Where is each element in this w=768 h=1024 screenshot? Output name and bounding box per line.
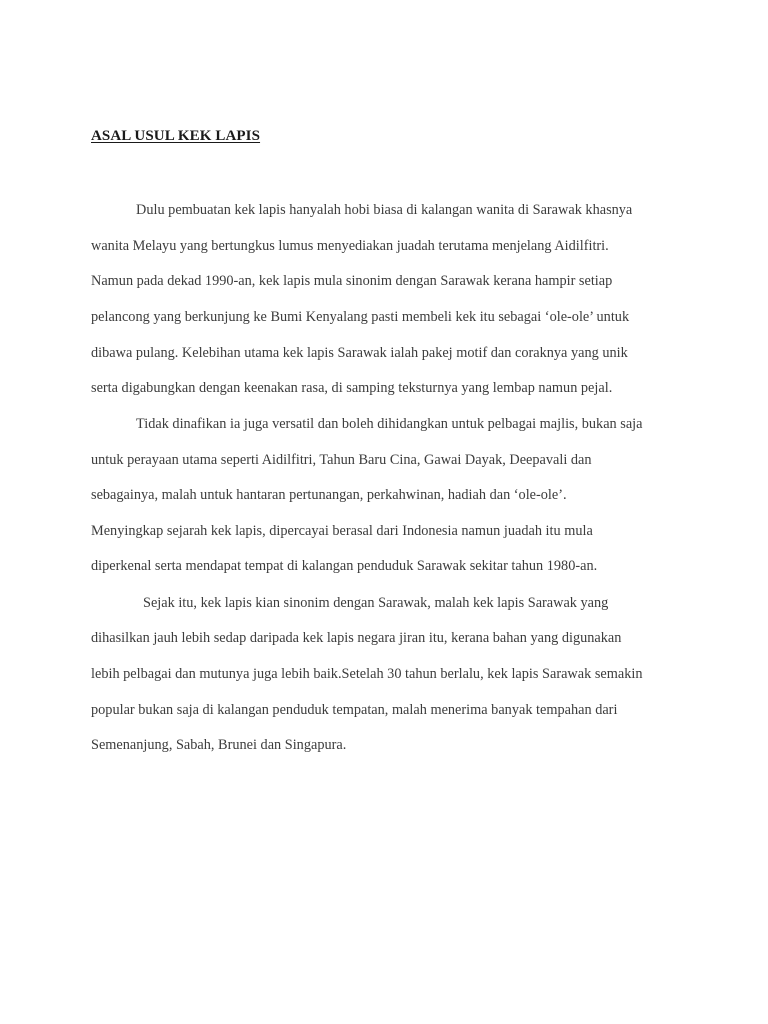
paragraph-line: pelancong yang berkunjung ke Bumi Kenyalang pasti membeli kek itu sebagai ‘ole-ole’ untuk <box>91 309 630 325</box>
paragraph-line: dihasilkan jauh lebih sedap daripada kek lapis negara jiran itu, kerana bahan yang digunakan <box>91 630 622 646</box>
paragraph-line: popular bukan saja di kalangan penduduk tempatan, malah menerima banyak tempahan dari <box>91 702 618 718</box>
paragraph-line: sebagainya, malah untuk hantaran pertunangan, perkahwinan, hadiah dan ‘ole-ole’. <box>91 487 567 503</box>
paragraph-line: Namun pada dekad 1990-an, kek lapis mula sinonim dengan Sarawak kerana hampir setiap <box>91 273 613 289</box>
paragraph-line: lebih pelbagai dan mutunya juga lebih baik.Setelah 30 tahun berlalu, kek lapis Sarawak semakin <box>91 666 643 682</box>
paragraph-line: Sejak itu, kek lapis kian sinonim dengan Sarawak, malah kek lapis Sarawak yang <box>143 595 609 611</box>
paragraph-line: dibawa pulang. Kelebihan utama kek lapis Sarawak ialah pakej motif dan coraknya yang unik <box>91 345 628 361</box>
paragraph-line: wanita Melayu yang bertungkus lumus menyediakan juadah terutama menjelang Aidilfitri. <box>91 238 609 254</box>
paragraph-line: Dulu pembuatan kek lapis hanyalah hobi biasa di kalangan wanita di Sarawak khasnya <box>136 202 633 218</box>
paragraph-line: diperkenal serta mendapat tempat di kalangan penduduk Sarawak sekitar tahun 1980-an. <box>91 558 598 574</box>
paragraph-line: Menyingkap sejarah kek lapis, dipercayai berasal dari Indonesia namun juadah itu mula <box>91 523 593 539</box>
paragraph-line: Tidak dinafikan ia juga versatil dan boleh dihidangkan untuk pelbagai majlis, bukan saja <box>136 416 643 432</box>
paragraph-line: serta digabungkan dengan keenakan rasa, di samping teksturnya yang lembap namun pejal. <box>91 380 613 396</box>
paragraph-line: Semenanjung, Sabah, Brunei dan Singapura. <box>91 737 347 753</box>
document-title: ASAL USUL KEK LAPIS <box>91 128 261 144</box>
paragraph-line: untuk perayaan utama seperti Aidilfitri, Tahun Baru Cina, Gawai Dayak, Deepavali dan <box>91 452 592 468</box>
